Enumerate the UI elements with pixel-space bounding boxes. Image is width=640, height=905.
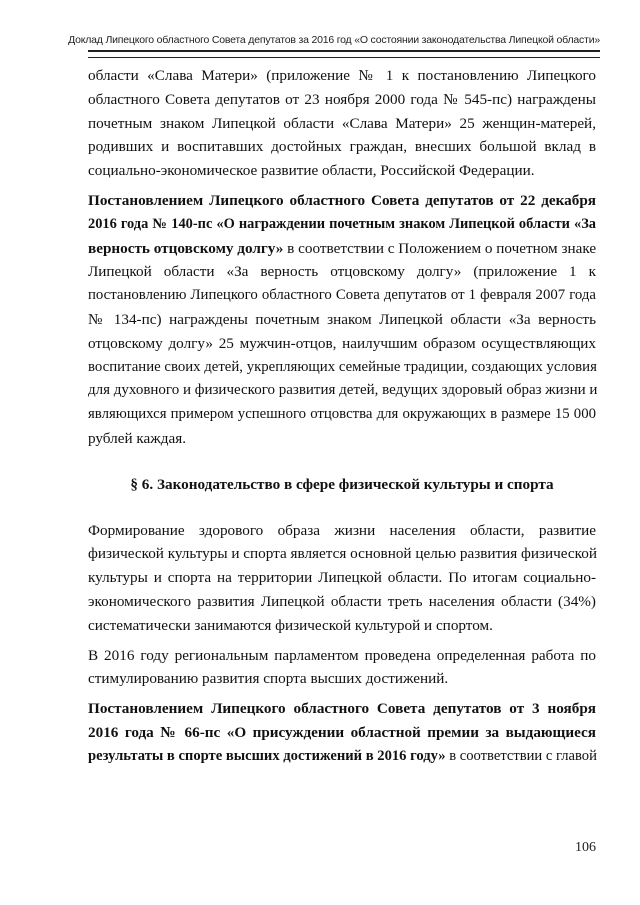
text-line: систематически занимаются физической культурой и спортом. [88, 616, 493, 634]
section-gap [88, 451, 596, 473]
section-gap [88, 497, 596, 519]
text-line-bold: Постановлением Липецкого областного Совета депутатов от 3 ноября [88, 700, 596, 718]
text-line: экономического развития Липецкой области треть населения области (34%) [88, 592, 596, 610]
text-line: отцовскому долгу» 25 мужчин-отцов, наилучшим образом осуществляющих [88, 334, 596, 352]
text-line: почетным знаком Липецкой области «Слава Матери» 25 женщин-матерей, [88, 114, 596, 132]
text-line: № 134-пс) награждены почетным знаком Липецкой области «За верность [88, 310, 596, 328]
text-line: социально-экономическое развитие области, Российской Федерации. [88, 162, 535, 180]
text-line: родивших и воспитавших достойных граждан, внесших большой вклад в [88, 138, 596, 156]
paragraph-4 [88, 644, 596, 692]
text-line: В 2016 году региональным парламентом проведена определенная работа по [88, 646, 596, 664]
regular-text: в соответствии с главой [445, 747, 597, 764]
text-line: культуры и спорта на территории Липецкой области. По итогам социально- [88, 569, 596, 587]
text-line: Формирование здорового образа жизни населения области, развитие [88, 521, 596, 539]
section-heading: § 6. Законодательство в сфере физической культуры и спорта [130, 475, 554, 493]
text-line: постановлению Липецкого областного Совета депутатов от 1 февраля 2007 года [88, 287, 596, 304]
text-line: областного Совета депутатов от 23 ноября 2000 года № 545-пс) награждены [88, 90, 596, 108]
page-number: 106 [575, 840, 596, 855]
text-line: воспитание своих детей, укрепляющих семейные традиции, создающих условия [88, 358, 597, 375]
text-line: физической культуры и спорта является основной целью развития физической [88, 545, 597, 563]
regular-text: в соответствии с Положением о почетном знаке [283, 239, 597, 257]
text-line-bold: 2016 года № 140-пс «О награждении почетным знаком Липецкой области «За [88, 215, 596, 232]
text-line-bold: 2016 года № 66-пс «О присуждении областной премии за выдающиеся [88, 723, 596, 741]
body-text [88, 64, 596, 769]
header-rule [88, 50, 600, 58]
paragraph-2 [88, 189, 596, 451]
text-line: для духовного и физического развития детей, ведущих здоровый образ жизни и [88, 382, 598, 399]
text-line-bold [88, 189, 596, 213]
bold-text: результаты в спорте высших достижений в 2016 году» [88, 747, 446, 764]
paragraph-1 [88, 64, 596, 183]
text-line: являющихся примером успешного отцовства для окружающих в размере 15 000 [88, 406, 596, 423]
text-line [88, 745, 596, 769]
paragraph-3 [88, 519, 596, 638]
text-line [88, 237, 596, 261]
bold-text: Постановлением Липецкого областного Совета депутатов от 22 декабря [88, 191, 596, 209]
text-line: Липецкой области «За верность отцовскому долгу» (приложение 1 к [88, 263, 596, 281]
bold-text: верность отцовскому долгу» [88, 239, 284, 257]
text-line: рублей каждая. [88, 429, 187, 447]
text-line: области «Слава Матери» (приложение № 1 к постановлению Липецкого [88, 67, 596, 84]
running-header: Доклад Липецкого областного Совета депутатов за 2016 год «О состоянии законодательства Липецкой области» [68, 34, 600, 46]
text-line: стимулированию развития спорта высших достижений. [88, 670, 449, 688]
paragraph-5 [88, 697, 596, 768]
